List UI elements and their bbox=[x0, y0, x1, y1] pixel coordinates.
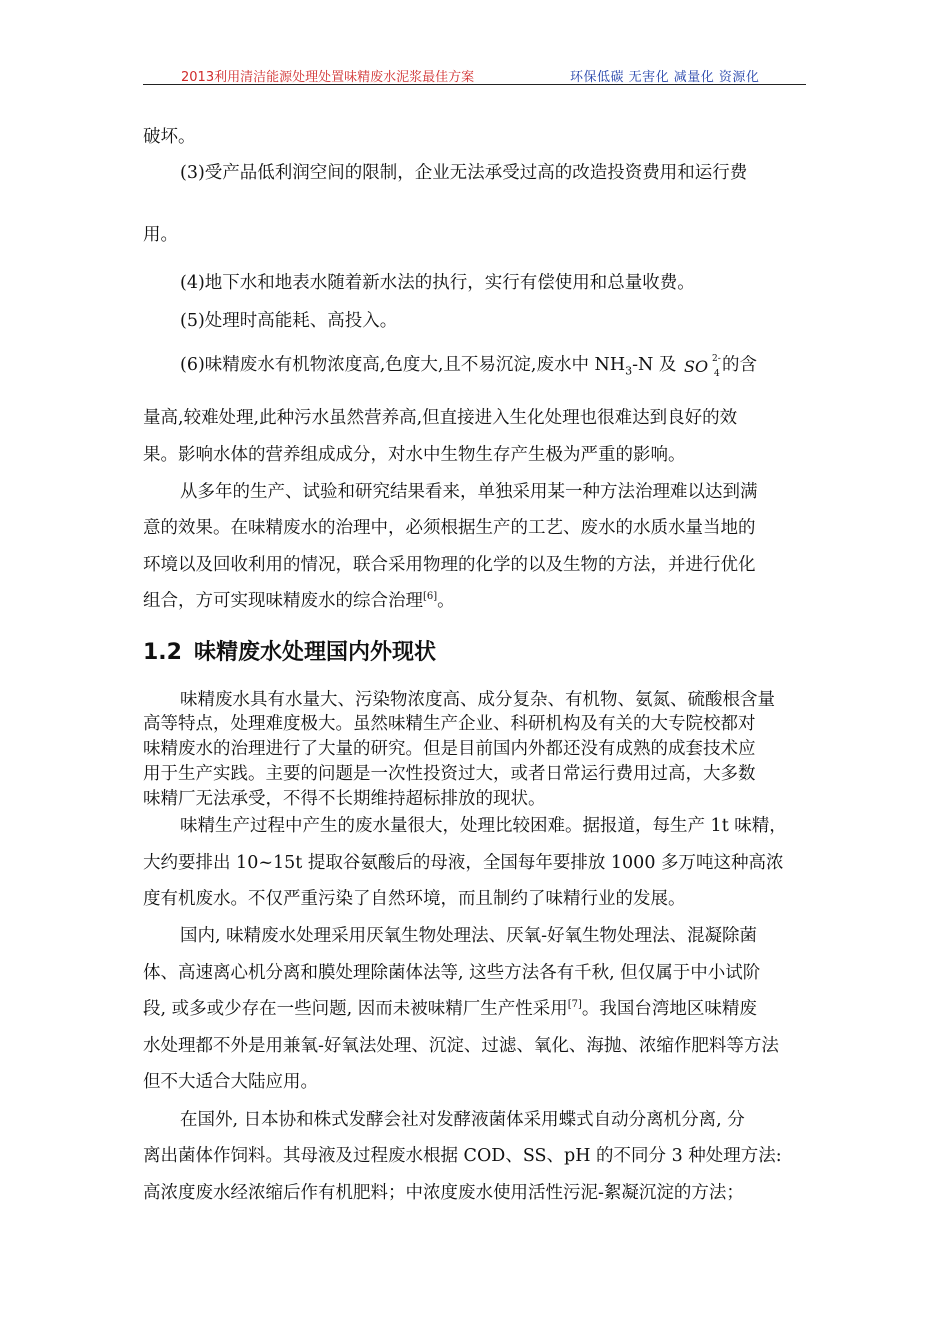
page-header bbox=[143, 64, 806, 85]
section-heading bbox=[143, 635, 436, 666]
text-line: 离出菌体作饲料。其母液及过程废水根据 COD、SS、pH 的不同分 3 种处理方法: bbox=[143, 1146, 782, 1166]
text-line: 破坏。 bbox=[143, 127, 196, 147]
text-line: 高浓度废水经浓缩后作有机肥料；中浓度废水使用活性污泥-絮凝沉淀的方法； bbox=[143, 1183, 744, 1203]
formula-charge: 2- bbox=[712, 354, 721, 364]
formula-base: SO bbox=[684, 357, 709, 376]
text-line: 在国外, 日本协和株式发酵会社对发酵液菌体采用蝶式自动分离机分离, 分 bbox=[180, 1110, 745, 1130]
text-line: 意的效果。在味精废水的治理中，必须根据生产的工艺、废水的水质水量当地的 bbox=[143, 518, 756, 538]
header-title: 2013利用清洁能源处理处置味精废水泥浆最佳方案 bbox=[181, 70, 475, 85]
citation: [6] bbox=[423, 591, 438, 603]
citation: [7] bbox=[567, 999, 582, 1011]
text-line: (4)地下水和地表水随着新水法的执行，实行有偿使用和总量收费。 bbox=[180, 273, 695, 293]
text-line: 但不大适合大陆应用。 bbox=[143, 1072, 318, 1092]
section-title: 味精废水处理国内外现状 bbox=[193, 640, 436, 665]
text-fragment: 。 bbox=[437, 591, 455, 611]
text-line: 量高,较难处理,此种污水虽然营养高,但直接进入生化处理也很难达到良好的效 bbox=[143, 408, 738, 428]
text-line: 用。 bbox=[143, 225, 178, 245]
text-line: 味精废水具有水量大、污染物浓度高、成分复杂、有机物、氨氮、硫酸根含量 bbox=[180, 690, 775, 710]
text-line: 体、高速离心机分离和膜处理除菌体法等, 这些方法各有千秋, 但仅属于中小试阶 bbox=[143, 963, 761, 983]
text-fragment: 。我国台湾地区味精废 bbox=[581, 999, 757, 1019]
text-line: (3)受产品低利润空间的限制，企业无法承受过高的改造投资费用和运行费 bbox=[180, 163, 748, 183]
text-line: (5)处理时高能耗、高投入。 bbox=[180, 311, 398, 331]
text-line: 国内, 味精废水处理采用厌氧生物处理法、厌氧-好氧生物处理法、混凝除菌 bbox=[180, 926, 758, 946]
text-line: 水处理都不外是用兼氧-好氧法处理、沉淀、过滤、氧化、海抛、浓缩作肥料等方法 bbox=[143, 1036, 779, 1056]
text-line: 高等特点，处理难度极大。虽然味精生产企业、科研机构及有关的大专院校都对 bbox=[143, 714, 756, 734]
subscript: 3 bbox=[625, 364, 633, 378]
text-line: 环境以及回收利用的情况，联合采用物理的化学的以及生物的方法，并进行优化 bbox=[143, 555, 756, 575]
text-fragment: -N 及 bbox=[632, 355, 677, 375]
text-line-formula bbox=[180, 348, 806, 379]
text-line: 用于生产实践。主要的问题是一次性投资过大，或者日常运行费用过高，大多数 bbox=[143, 764, 756, 784]
text-fragment: 的含 bbox=[722, 355, 757, 375]
text-line: 从多年的生产、试验和研究结果看来，单独采用某一种方法治理难以达到满 bbox=[180, 482, 758, 502]
formula-subscript: 4 bbox=[714, 369, 720, 379]
text-line: 味精废水的治理进行了大量的研究。但是目前国内外都还没有成熟的成套技术应 bbox=[143, 739, 756, 759]
text-line bbox=[143, 590, 806, 612]
text-line: 味精生产过程中产生的废水量很大，处理比较困难。据报道，每生产 1t 味精， bbox=[180, 816, 787, 836]
text-line bbox=[143, 998, 806, 1020]
text-fragment: 组合，方可实现味精废水的综合治理 bbox=[143, 591, 423, 611]
text-line: 大约要排出 10~15t 提取谷氨酸后的母液，全国每年要排放 1000 多万吨这种高浓 bbox=[143, 853, 784, 873]
text-fragment: (6)味精废水有机物浓度高,色度大,且不易沉淀,废水中 NH bbox=[180, 355, 626, 375]
text-line: 度有机废水。不仅严重污染了自然环境，而且制约了味精行业的发展。 bbox=[143, 889, 686, 909]
header-slogan: 环保低碳 无害化 减量化 资源化 bbox=[570, 70, 760, 85]
text-line: 味精厂无法承受，不得不长期维持超标排放的现状。 bbox=[143, 789, 546, 809]
sulfate-formula bbox=[682, 348, 722, 379]
text-line: 果。影响水体的营养组成成分，对水中生物生存产生极为严重的影响。 bbox=[143, 445, 686, 465]
text-fragment: 段, 或多或少存在一些问题, 因而未被味精厂生产性采用 bbox=[143, 999, 568, 1019]
section-number: 1.2 bbox=[143, 640, 182, 665]
